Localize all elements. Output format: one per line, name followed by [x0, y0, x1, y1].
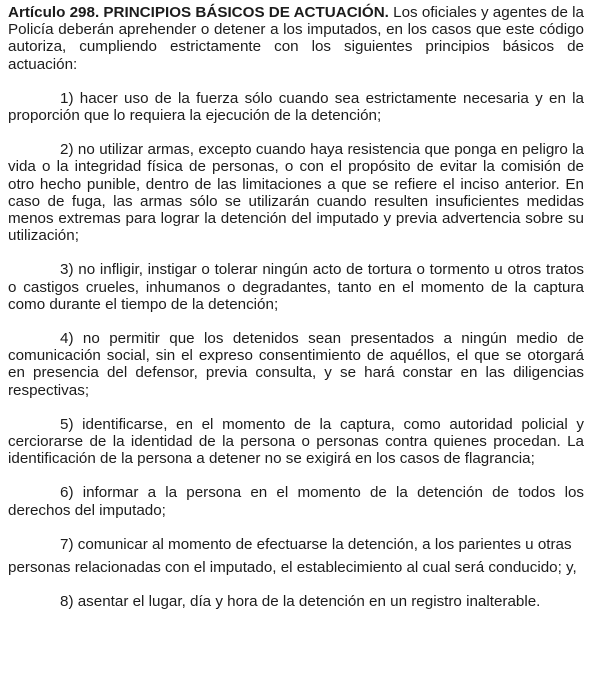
principle-2: 2) no utilizar armas, excepto cuando haya resistencia que ponga en peligro la vida o la integridad física de personas, o con el propósito de evitar la comisión de otro hecho punible, dentro de las limitaciones a que se refiere el inciso anterior. En caso de fuga, las armas sólo se utilizarán cuando resulten insuficientes medidas menos extremas para lograr la detención del imputado y previa advertencia sobre su utilización; — [8, 141, 584, 245]
paragraph-gap — [8, 576, 584, 593]
article-heading: Artículo 298. PRINCIPIOS BÁSICOS DE ACTUACIÓN. — [8, 4, 389, 21]
principle-6: 6) informar a la persona en el momento de la detención de todos los derechos del imputado; — [8, 484, 584, 519]
paragraph-gap — [8, 313, 584, 330]
principle-4: 4) no permitir que los detenidos sean presentados a ningún medio de comunicación social, sin el expreso consentimiento de aquéllos, el que se otorgará en presencia del defensor, previa consulta, y se hará constar en las diligencias respectivas; — [8, 330, 584, 399]
principle-5: 5) identificarse, en el momento de la captura, como autoridad policial y cerciorarse de la identidad de la persona o personas contra quienes procedan. La identificación de la persona a detener no se exigirá en los casos de flagrancia; — [8, 415, 584, 468]
paragraph-gap — [8, 519, 584, 536]
principle-7-continuation: personas relacionadas con el imputado, el establecimiento al cual será conducido; y, — [8, 559, 577, 577]
paragraph-gap — [8, 467, 584, 484]
article-intro-text: Los oficiales y agentes de la Policía deberán aprehender o detener a los imputados, en los casos que este código autoriza, cumpliendo estrictamente con los siguientes principios básicos de actuación: — [8, 4, 584, 73]
principle-7-first-part: 7) comunicar al momento de efectuarse la detención, a los parientes u otras — [60, 535, 572, 553]
paragraph-gap — [8, 124, 584, 141]
principle-8: 8) asentar el lugar, día y hora de la detención en un registro inalterable. — [60, 593, 541, 611]
paragraph-gap — [8, 244, 584, 261]
article-intro-paragraph — [8, 4, 584, 73]
paragraph-gap — [8, 399, 584, 416]
paragraph-gap — [8, 73, 584, 90]
principle-3: 3) no infligir, instigar o tolerar ningún acto de tortura o tormento u otros tratos o castigos crueles, inhumanos o degradantes, tanto en el momento de la captura como durante el tiempo de la detención; — [8, 261, 584, 313]
principle-1: 1) hacer uso de la fuerza sólo cuando sea estrictamente necesaria y en la proporción que lo requiera la ejecución de la detención; — [8, 89, 584, 125]
